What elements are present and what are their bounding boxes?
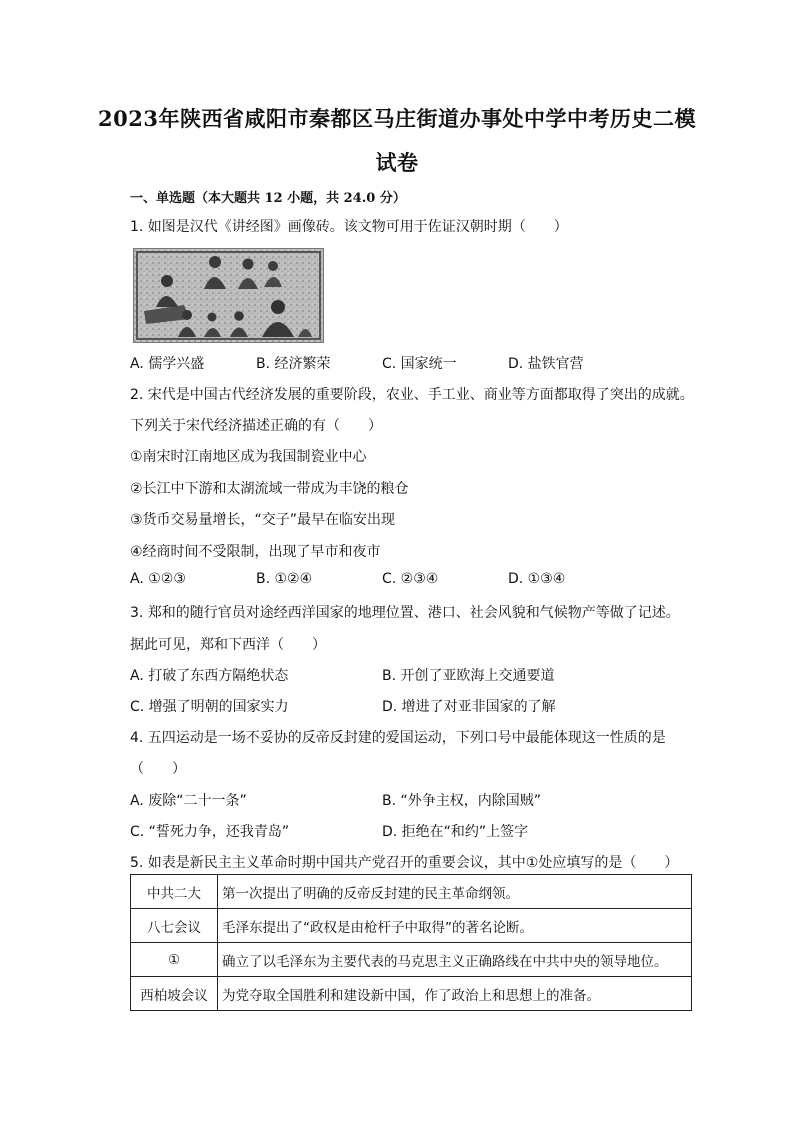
table-row	[131, 977, 692, 1011]
q5-meetings-table	[130, 874, 692, 1011]
table-row	[131, 875, 692, 909]
table-cell-description: 确立了以毛泽东为主要代表的马克思主义正确路线在中共中央的领导地位。	[218, 943, 692, 977]
section-heading: 一、单选题（本大题共 12 小题，共 24.0 分）	[130, 191, 406, 206]
q2-option-d: D. ①③④	[508, 571, 566, 587]
q2-option-c: C. ②③④	[382, 571, 439, 587]
q1-option-d: D. 盐铁官营	[508, 356, 584, 372]
q2-option-a: A. ①②③	[130, 571, 186, 587]
exam-title-line2: 试卷	[375, 150, 419, 175]
q4-option-c: C. “誓死力争，还我青岛”	[130, 824, 290, 840]
q4-option-b: B. “外争主权，内除国贼”	[382, 793, 542, 809]
table-cell-meeting: ①	[131, 943, 218, 977]
table-cell-meeting: 中共二大	[131, 875, 218, 909]
q1-option-c: C. 国家统一	[382, 356, 457, 372]
table-row	[131, 943, 692, 977]
han-brick-relief-icon	[133, 248, 324, 343]
q4-stem-line1: 4. 五四运动是一场不妥协的反帝反封建的爱国运动，下列口号中最能体现这一性质的是	[130, 730, 666, 746]
q3-option-a: A. 打破了东西方隔绝状态	[130, 668, 289, 684]
q3-option-b: B. 开创了亚欧海上交通要道	[382, 668, 555, 684]
exam-title-line1: 2023年陕西省咸阳市秦都区马庄街道办事处中学中考历史二模	[98, 106, 696, 131]
q2-stem-line2: 下列关于宋代经济描述正确的有（ ）	[130, 418, 382, 434]
table-cell-description: 第一次提出了明确的反帝反封建的民主革命纲领。	[218, 875, 692, 909]
q4-option-d: D. 拒绝在“和约”上签字	[382, 824, 529, 840]
q2-item-2: ②长江中下游和太湖流域一带成为丰饶的粮仓	[130, 481, 409, 497]
q5-stem: 5. 如表是新民主主义革命时期中国共产党召开的重要会议，其中①处应填写的是（ ）	[130, 855, 679, 871]
q1-option-a: A. 儒学兴盛	[130, 356, 205, 372]
q3-stem-line1: 3. 郑和的随行官员对途经西洋国家的地理位置、港口、社会风貌和气候物产等做了记述。	[130, 605, 680, 621]
q2-item-3: ③货币交易量增长，“交子”最早在临安出现	[130, 512, 396, 528]
q2-option-b: B. ①②④	[256, 571, 313, 587]
q3-stem-line2: 据此可见，郑和下西洋（ ）	[130, 637, 326, 653]
table-cell-description: 毛泽东提出了“政权是由枪杆子中取得”的著名论断。	[218, 909, 692, 943]
q1-stem: 1. 如图是汉代《讲经图》画像砖。该文物可用于佐证汉朝时期（ ）	[130, 219, 568, 235]
q4-option-a: A. 废除“二十一条”	[130, 793, 247, 809]
table-cell-meeting: 八七会议	[131, 909, 218, 943]
q2-item-4: ④经商时间不受限制，出现了早市和夜市	[130, 544, 381, 560]
table-cell-description: 为党夺取全国胜利和建设新中国，作了政治上和思想上的准备。	[218, 977, 692, 1011]
table-row	[131, 909, 692, 943]
q1-option-b: B. 经济繁荣	[256, 356, 331, 372]
q2-item-1: ①南宋时江南地区成为我国制瓷业中心	[130, 449, 367, 465]
q3-option-c: C. 增强了明朝的国家实力	[130, 699, 289, 715]
table-cell-meeting: 西柏坡会议	[131, 977, 218, 1011]
q3-option-d: D. 增进了对亚非国家的了解	[382, 699, 556, 715]
q2-stem-line1: 2. 宋代是中国古代经济发展的重要阶段，农业、手工业、商业等方面都取得了突出的成就。	[130, 387, 694, 403]
q4-stem-line2: （ ）	[130, 761, 186, 777]
